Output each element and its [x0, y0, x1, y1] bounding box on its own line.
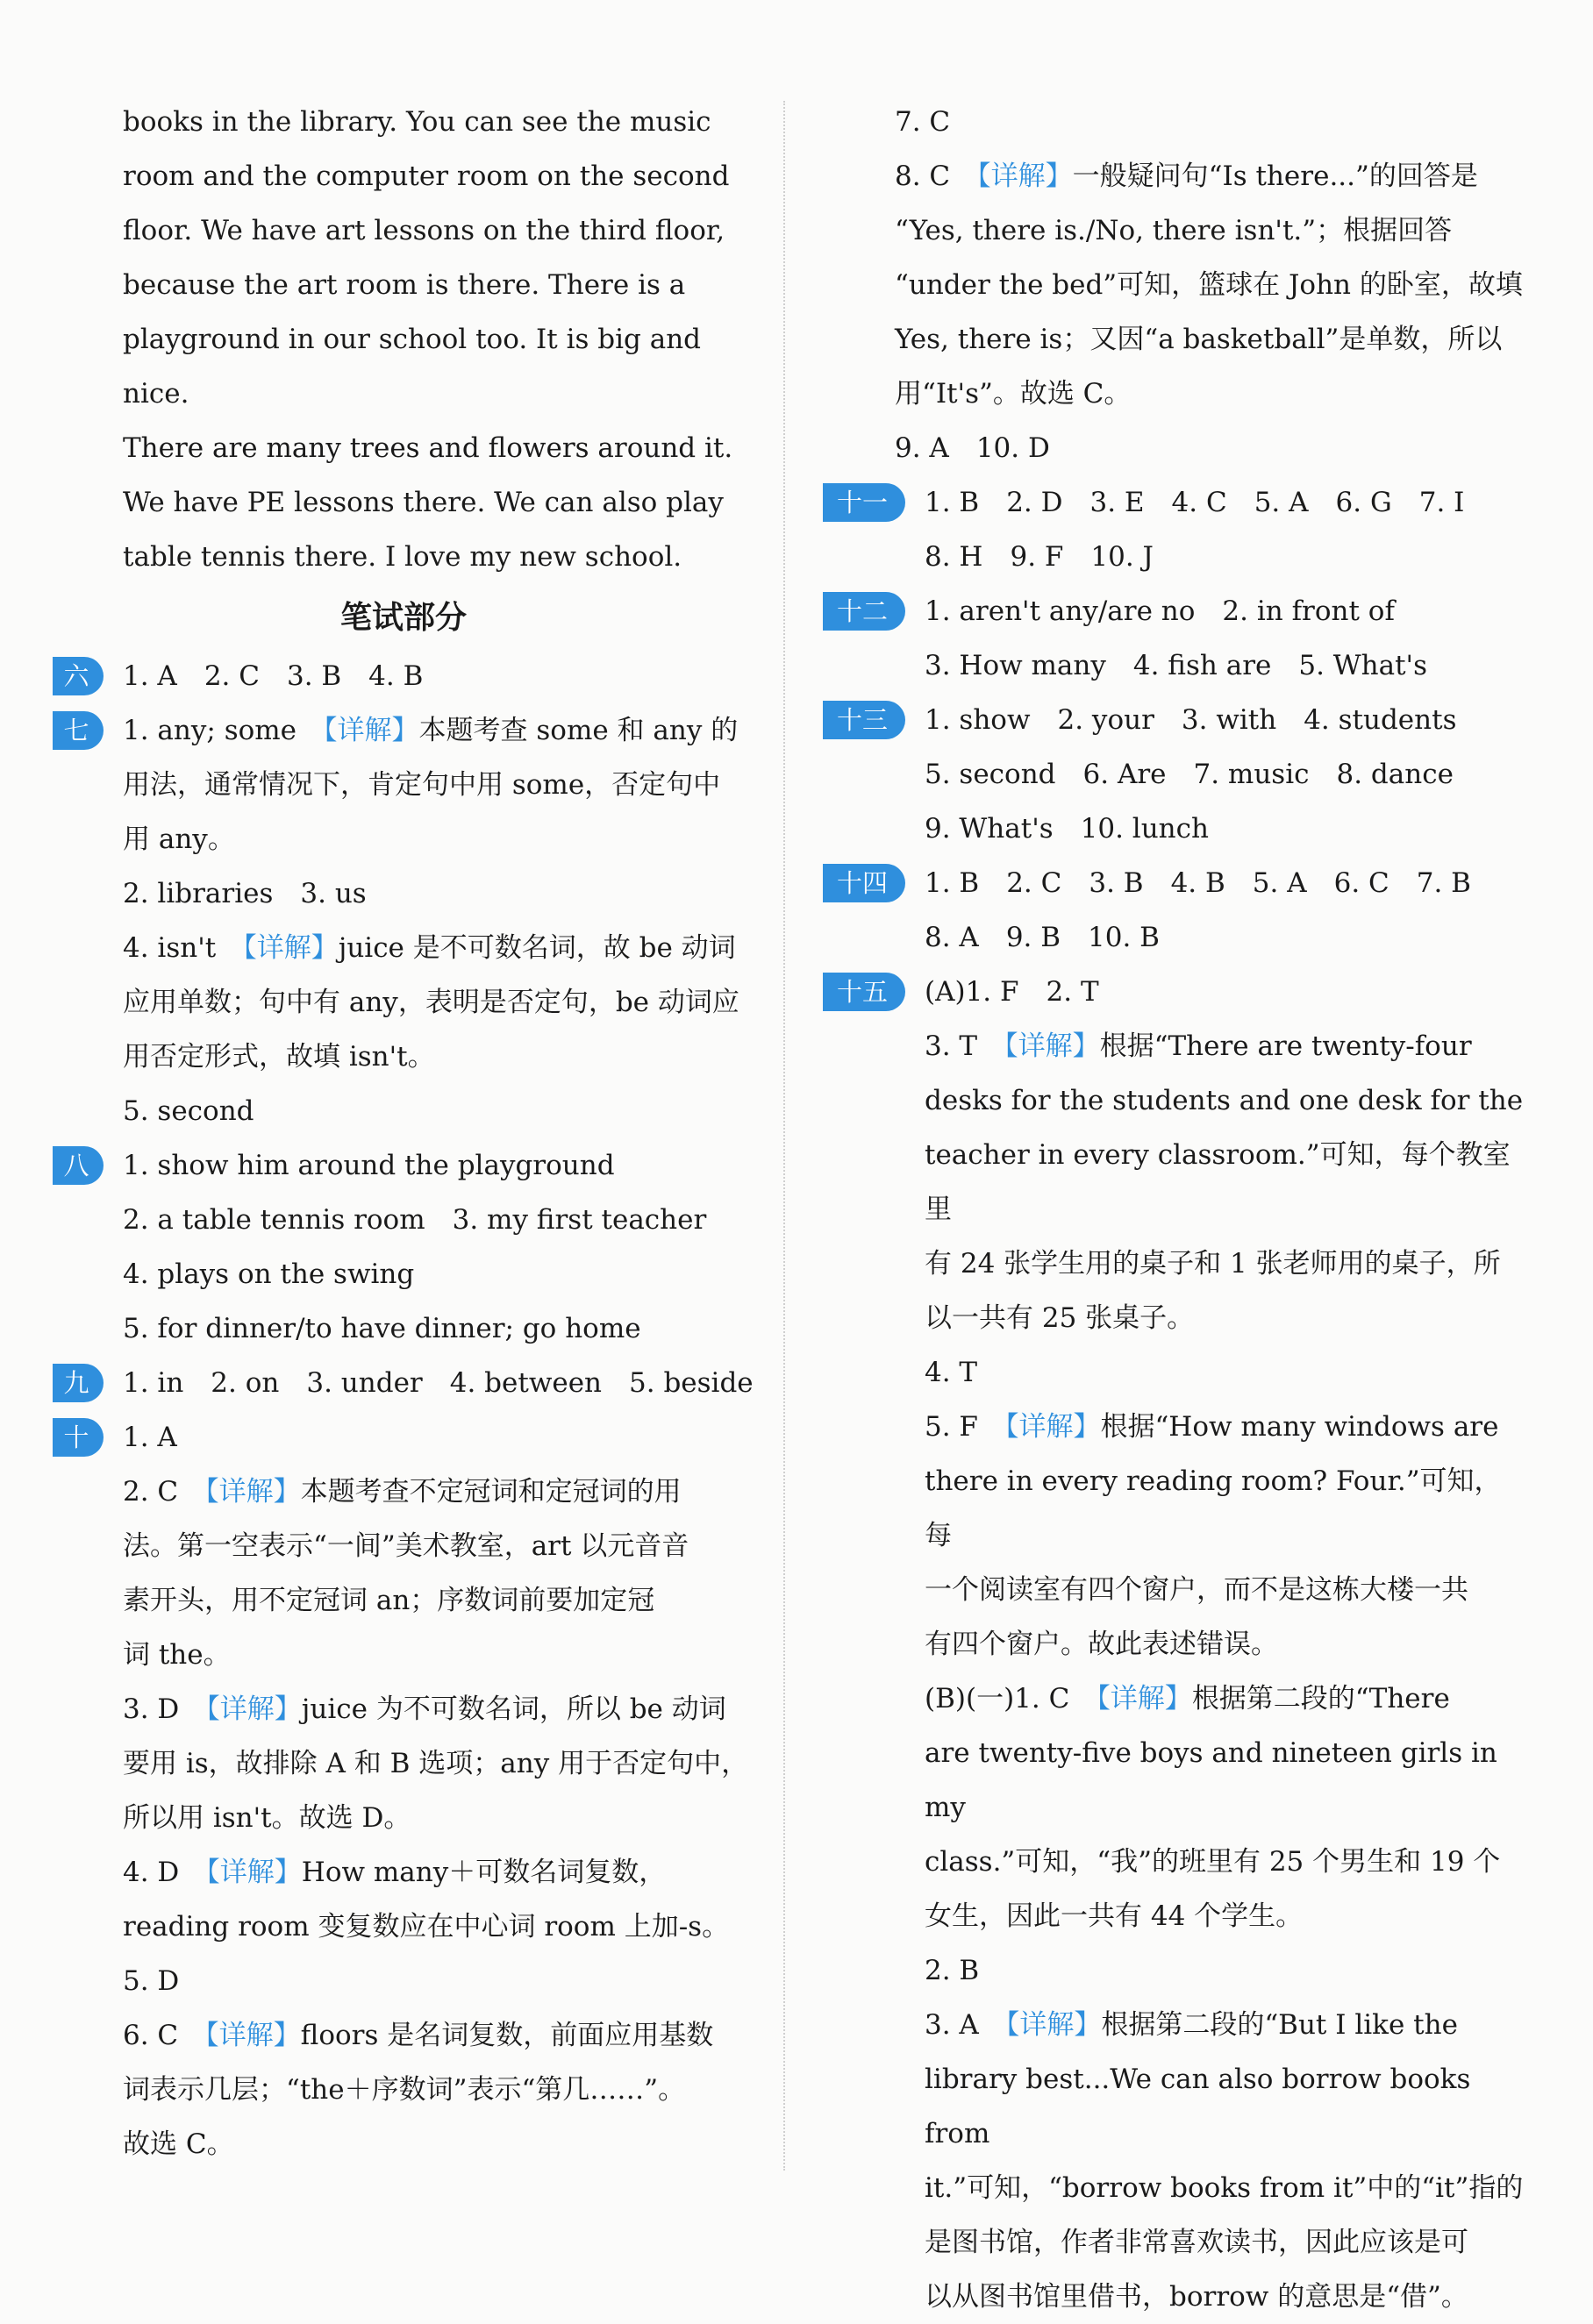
answer-line: 1. any; some 【详解】本题考查 some 和 any 的 — [123, 715, 739, 746]
answer-line: 2. libraries 3. us — [123, 878, 367, 909]
explanation-line: 有四个窗户。故此表述错误。 — [925, 1629, 1278, 1660]
section-10 — [53, 1410, 754, 2171]
section-14 — [823, 856, 1526, 965]
explanation-line: 要用 is，故排除 A 和 B 选项；any 用于否定句中， — [123, 1748, 749, 1779]
passage-line: books in the library. You can see the music — [123, 106, 711, 138]
section-9 — [53, 1356, 754, 1410]
section-12 — [823, 584, 1526, 693]
answer-line: 8. A 9. B 10. B — [925, 922, 1160, 953]
answer-line: 5. for dinner/to have dinner; go home — [123, 1313, 641, 1344]
answer-line: 1. A — [123, 1422, 177, 1453]
section-7-tag: 七 — [53, 711, 104, 750]
passage-line: playground in our school too. It is big and nice. — [123, 324, 702, 410]
detail-label: 【详解】 — [1004, 1030, 1100, 1062]
answer-line: 8. H 9. F 10. J — [925, 541, 1154, 573]
explanation-line: 用“It's”。故选 C。 — [895, 378, 1132, 410]
section-9-tag: 九 — [53, 1364, 104, 1402]
explanation-line: “Yes, there is./No, there isn't.”；根据回答 — [895, 215, 1453, 246]
explanation-line: 所以用 isn't。故选 D。 — [123, 1802, 411, 1834]
detail-label: 【详解】 — [243, 932, 339, 964]
answer-line: 5. D — [123, 1965, 180, 1997]
answer-line: (B)(一)1. C 【详解】根据第二段的“There — [925, 1683, 1450, 1714]
section-13-tag: 十三 — [823, 701, 905, 739]
column-divider — [783, 101, 785, 2171]
answer-line: 4. plays on the swing — [123, 1258, 415, 1290]
answer-line: 4. D 【详解】How many＋可数名词复数， — [123, 1857, 667, 1888]
answer-line: 4. isn't 【详解】juice 是不可数名词，故 be 动词 — [123, 932, 736, 964]
explanation-line: 应用单数；句中有 any，表明是否定句，be 动词应 — [123, 987, 739, 1018]
answer-line: 7. C — [895, 106, 951, 138]
right-column — [825, 95, 1526, 2324]
explanation-line: 用法，通常情况下，肯定句中用 some，否定句中 — [123, 769, 721, 801]
answer-line: 3. How many 4. fish are 5. What's — [925, 650, 1427, 681]
answer-line: 2. C 【详解】本题考查不定冠词和定冠词的用 — [123, 1476, 682, 1508]
section-9-answers: 1. in 2. on 3. under 4. between 5. beside — [123, 1367, 754, 1399]
answer-line: 1. B 2. D 3. E 4. C 5. A 6. G 7. I — [925, 487, 1465, 518]
answer-line: 5. second — [123, 1095, 254, 1127]
answer-line: 1. show 2. your 3. with 4. students — [925, 704, 1457, 736]
explanation-line: Yes, there is；又因“a basketball”是单数，所以 — [895, 324, 1503, 355]
detail-label: 【详解】 — [1097, 1683, 1192, 1714]
answer-line: 5. second 6. Are 7. music 8. dance — [925, 759, 1454, 790]
explanation-line: there in every reading room? Four.”可知，每 — [925, 1465, 1502, 1551]
section-11 — [823, 475, 1526, 584]
answer-line: 8. C 【详解】一般疑问句“Is there...”的回答是 — [895, 160, 1478, 192]
answer-line: 3. D 【详解】juice 为不可数名词，所以 be 动词 — [123, 1693, 726, 1725]
section-12-tag: 十二 — [823, 592, 905, 631]
section-7 — [53, 703, 754, 1138]
explanation-line: 词表示几层；“the＋序数词”表示“第几……”。 — [123, 2074, 686, 2106]
section-8 — [53, 1138, 754, 1356]
explanation-line: desks for the students and one desk for the — [925, 1085, 1524, 1116]
explanation-line: 一个阅读室有四个窗户，而不是这栋大楼一共 — [925, 1574, 1468, 1606]
answer-line: 3. T 【详解】根据“There are twenty-four — [925, 1030, 1472, 1062]
section-8-tag: 八 — [53, 1146, 104, 1185]
section-10-continued — [825, 95, 1526, 475]
explanation-line: 女生，因此一共有 44 个学生。 — [925, 1900, 1304, 1932]
section-15 — [823, 965, 1526, 2324]
passage-line: because the art room is there. There is a — [123, 269, 686, 301]
explanation-line: 词 the。 — [123, 1639, 231, 1671]
explanation-line: library best...We can also borrow books from — [925, 2064, 1471, 2149]
answer-line: (A)1. F 2. T — [925, 976, 1099, 1008]
answer-line: 1. aren't any/are no 2. in front of — [925, 595, 1395, 627]
section-13 — [823, 693, 1526, 856]
detail-label: 【详解】 — [206, 1857, 302, 1888]
detail-label: 【详解】 — [1005, 2009, 1102, 2041]
explanation-line: teacher in every classroom.”可知，每个教室里 — [925, 1139, 1511, 1225]
explanation-line: 故选 C。 — [123, 2128, 234, 2160]
detail-label: 【详解】 — [977, 160, 1073, 192]
passage-line: room and the computer room on the second — [123, 160, 730, 192]
answer-line: 1. B 2. C 3. B 4. B 5. A 6. C 7. B — [925, 867, 1471, 899]
answer-line: 5. F 【详解】根据“How many windows are — [925, 1411, 1499, 1443]
section-15-tag: 十五 — [823, 973, 905, 1011]
left-column — [53, 95, 754, 2171]
written-section-heading: 笔试部分 — [339, 600, 467, 636]
detail-label: 【详解】 — [205, 2020, 301, 2051]
explanation-line: are twenty-five boys and nineteen girls in my — [925, 1737, 1497, 1823]
section-11-tag: 十一 — [823, 483, 905, 522]
section-10-tag: 十 — [53, 1418, 104, 1457]
reading-passage — [53, 95, 754, 584]
answer-line: 2. a table tennis room 3. my first teacher — [123, 1204, 707, 1236]
explanation-line: class.”可知，“我”的班里有 25 个男生和 19 个 — [925, 1846, 1501, 1878]
passage-line: table tennis there. I love my new school. — [123, 541, 682, 573]
detail-label: 【详解】 — [206, 1693, 302, 1725]
explanation-line: reading room 变复数应在中心词 room 上加-s。 — [123, 1911, 730, 1943]
explanation-line: 用 any。 — [123, 823, 235, 855]
explanation-line: 是图书馆，作者非常喜欢读书，因此应该是可 — [925, 2227, 1468, 2258]
passage-line: We have PE lessons there. We can also play — [123, 487, 724, 518]
answer-line: 9. A 10. D — [895, 432, 1050, 464]
answer-line: 3. A 【详解】根据第二段的“But I like the — [925, 2009, 1458, 2041]
answer-line: 6. C 【详解】floors 是名词复数，前面应用基数 — [123, 2020, 714, 2051]
explanation-line: 以从图书馆里借书，borrow 的意思是“借”。 — [925, 2281, 1468, 2313]
explanation-line: “under the bed”可知，篮球在 John 的卧室，故填 — [895, 269, 1523, 301]
answer-line: 4. T — [925, 1357, 978, 1388]
detail-label: 【详解】 — [205, 1476, 301, 1508]
answer-line: 2. B — [925, 1955, 980, 1986]
detail-label: 【详解】 — [1004, 1411, 1101, 1443]
section-14-tag: 十四 — [823, 864, 905, 902]
answer-line: 9. What's 10. lunch — [925, 813, 1209, 845]
explanation-line: 以一共有 25 张桌子。 — [925, 1302, 1195, 1334]
explanation-line: 法。第一空表示“一间”美术教室，art 以元音音 — [123, 1530, 689, 1562]
passage-line: There are many trees and flowers around it. — [123, 432, 733, 464]
explanation-line: 有 24 张学生用的桌子和 1 张老师用的桌子，所 — [925, 1248, 1501, 1280]
passage-line: floor. We have art lessons on the third floor, — [123, 215, 725, 246]
section-6-answers: 1. A 2. C 3. B 4. B — [123, 660, 424, 692]
answer-line: 1. show him around the playground — [123, 1150, 615, 1181]
section-6-tag: 六 — [53, 657, 104, 695]
section-6 — [53, 649, 754, 703]
explanation-line: it.”可知，“borrow books from it”中的“it”指的 — [925, 2172, 1524, 2204]
explanation-line: 用否定形式，故填 isn't。 — [123, 1041, 435, 1073]
detail-label: 【详解】 — [324, 715, 419, 746]
explanation-line: 素开头，用不定冠词 an；序数词前要加定冠 — [123, 1585, 655, 1616]
